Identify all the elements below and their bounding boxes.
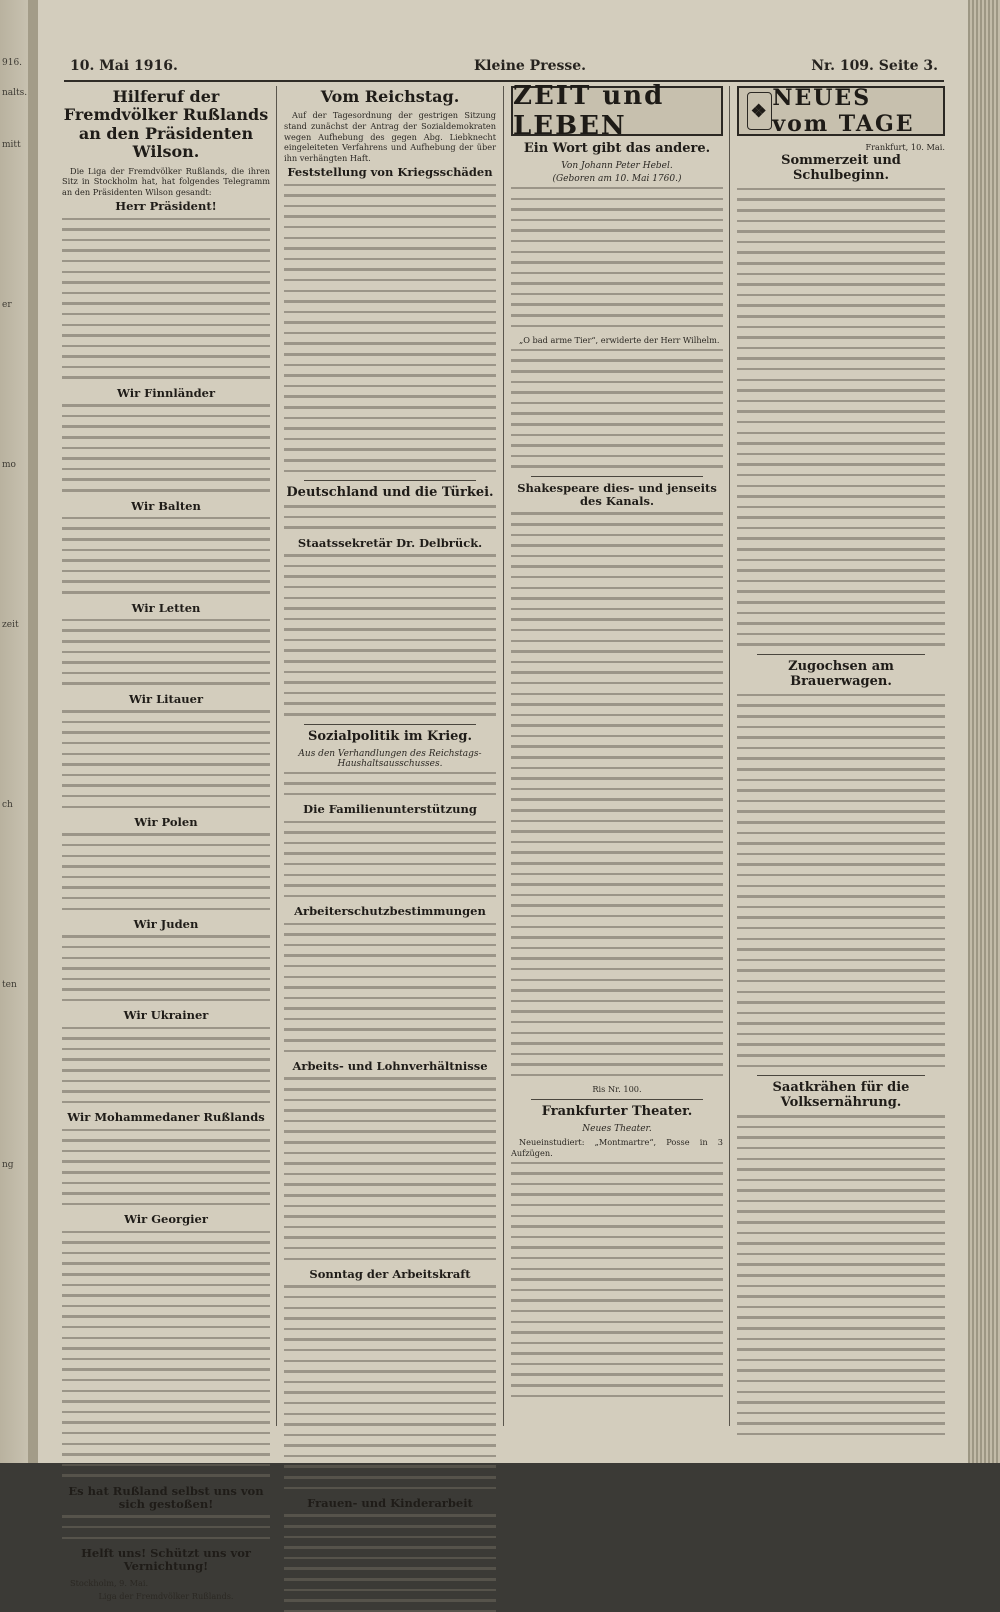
neues-vom-tage-banner — [737, 86, 945, 136]
text-block — [284, 1077, 496, 1260]
column-3 — [511, 81, 723, 1426]
text-block — [511, 349, 723, 468]
article-byline: Von Johann Peter Hebel. — [561, 160, 673, 171]
section-heading: Die Familienunterstützung — [303, 802, 477, 817]
column-rule — [503, 86, 504, 1426]
section-heading: Wir Finnländer — [117, 386, 215, 401]
text-block — [62, 1231, 270, 1477]
gutter-fragment: zeit — [2, 620, 19, 630]
section-heading: Wir Ukrainer — [123, 1008, 209, 1023]
text-block — [284, 184, 496, 473]
premiere-line: Neueinstudiert: „Montmartre“, Posse in 3 Aufzügen. — [511, 1137, 723, 1158]
banner-title: NEUES vom TAGE — [772, 85, 915, 137]
article-headline: Deutschland und die Türkei. — [286, 485, 494, 501]
article-headline: Vom Reichstag. — [320, 87, 460, 106]
section-heading: Wir Balten — [131, 498, 201, 513]
header-masthead: Kleine Presse. — [474, 58, 587, 74]
zeit-und-leben-banner: ZEIT und LEBEN — [511, 86, 723, 136]
text-block — [511, 512, 723, 1076]
header-issue: Nr. 109. Seite 3. — [811, 58, 938, 74]
column-rule — [276, 86, 277, 1426]
signature: Liga der Fremdvölker Rußlands. — [98, 1591, 234, 1602]
page-header — [64, 56, 944, 82]
gutter-fragment: 916. — [2, 58, 23, 68]
text-block — [284, 1514, 496, 1612]
dateline: Frankfurt, 10. Mai. — [865, 142, 945, 152]
gutter-fragment: mo — [2, 460, 16, 470]
article-headline: Sozialpolitik im Krieg. — [307, 728, 473, 744]
text-block — [737, 188, 945, 646]
gutter-fragment: er — [2, 300, 12, 310]
gutter-fragment: ng — [2, 1160, 14, 1170]
text-block — [62, 619, 270, 685]
article-intro: Auf der Tagesordnung der gestrigen Sitzung stand zunächst der Antrag der Sozialdemokraten wegen Aufhebung des gegen Abg. Liebknecht eingeleiteten Verfahrens und Aufhebung der über ihn verhängten Haft. — [284, 110, 496, 163]
section-heading: Wir Letten — [131, 600, 201, 615]
article-headline: Staatssekretär Dr. Delbrück. — [297, 535, 483, 550]
header-date: 10. Mai 1916. — [70, 58, 178, 74]
eagle-icon: ❖ — [747, 92, 772, 130]
text-block — [284, 505, 496, 529]
article-subheadline: Neues Theater. — [582, 1124, 652, 1135]
section-heading: Arbeits- und Lohnverhältnisse — [292, 1059, 488, 1074]
salutation: Herr Präsident! — [115, 199, 217, 214]
text-block — [62, 710, 270, 808]
article-born: (Geboren am 10. Mai 1760.) — [552, 173, 682, 184]
section-heading: Wir Georgier — [124, 1212, 208, 1227]
text-block — [284, 554, 496, 715]
gutter-fragment: mitt — [2, 140, 21, 150]
binding-shadow — [28, 0, 38, 1463]
section-heading: Wir Mohammedaner Rußlands — [67, 1110, 265, 1125]
dateline: Stockholm, 9. Mai. — [70, 1577, 149, 1588]
article-headline: Sommerzeit und Schulbeginn. — [781, 153, 901, 183]
article-intro: Die Liga der Fremdvölker Rußlands, die ihren Sitz in Stockholm hat, hat folgendes Telegramm an den Präsidenten Wilson gesandt: — [62, 165, 270, 197]
text-block — [284, 772, 496, 796]
article-headline: Shakespeare dies- und jenseits des Kanals. — [517, 480, 717, 509]
gutter-fragment: ten — [2, 980, 17, 990]
column-2 — [284, 86, 496, 1511]
section-heading: Wir Juden — [133, 917, 199, 932]
article-initials: Ris Nr. 100. — [592, 1084, 642, 1095]
gutter-fragment: ch — [2, 800, 13, 810]
section-heading: Frauen- und Kinderarbeit — [307, 1496, 473, 1511]
closing-line: Es hat Rußland selbst uns von sich gestoßen! — [68, 1483, 264, 1512]
text-block — [284, 1285, 496, 1489]
section-heading: Feststellung von Kriegsschäden — [287, 165, 493, 180]
text-block — [511, 187, 723, 327]
text-block — [511, 1162, 723, 1398]
text-block — [737, 1115, 945, 1435]
text-block — [62, 404, 270, 491]
column-4 — [737, 86, 945, 1426]
article-subheadline: Aus den Verhandlungen des Reichstags-Haushaltsausschusses. — [298, 748, 482, 769]
text-block — [62, 935, 270, 1001]
section-heading: Wir Polen — [134, 815, 198, 830]
text-block — [62, 833, 270, 910]
article-headline: Ein Wort gibt das andere. — [523, 141, 711, 156]
quote: „O bad arme Tier“, erwiderte der Herr Wilhelm. — [519, 335, 720, 346]
text-block — [62, 1515, 270, 1539]
section-heading: Sonntag der Arbeitskraft — [309, 1267, 471, 1282]
column-rule — [729, 86, 730, 1426]
text-block — [62, 1027, 270, 1104]
page-edge — [968, 0, 1000, 1463]
text-block — [62, 517, 270, 594]
section-heading: Wir Litauer — [128, 691, 204, 706]
section-heading: Arbeiterschutzbestimmungen — [294, 904, 486, 919]
article-headline: Hilferuf der Fremdvölker Rußlands an den Präsidenten Wilson. — [63, 87, 269, 162]
article-headline: Frankfurter Theater. — [541, 1104, 693, 1120]
closing-line: Helft uns! Schützt uns vor Vernichtung! — [81, 1546, 251, 1574]
text-block — [284, 821, 496, 898]
text-block — [737, 694, 945, 1067]
article-headline: Zugochsen am Brauerwagen. — [788, 659, 894, 689]
text-block — [62, 218, 270, 379]
text-block — [284, 923, 496, 1053]
article-headline: Saatkrähen für die Volksernährung. — [772, 1080, 910, 1111]
column-1 — [62, 86, 270, 1602]
gutter-fragment: nalts. — [2, 88, 28, 98]
text-block — [62, 1129, 270, 1206]
